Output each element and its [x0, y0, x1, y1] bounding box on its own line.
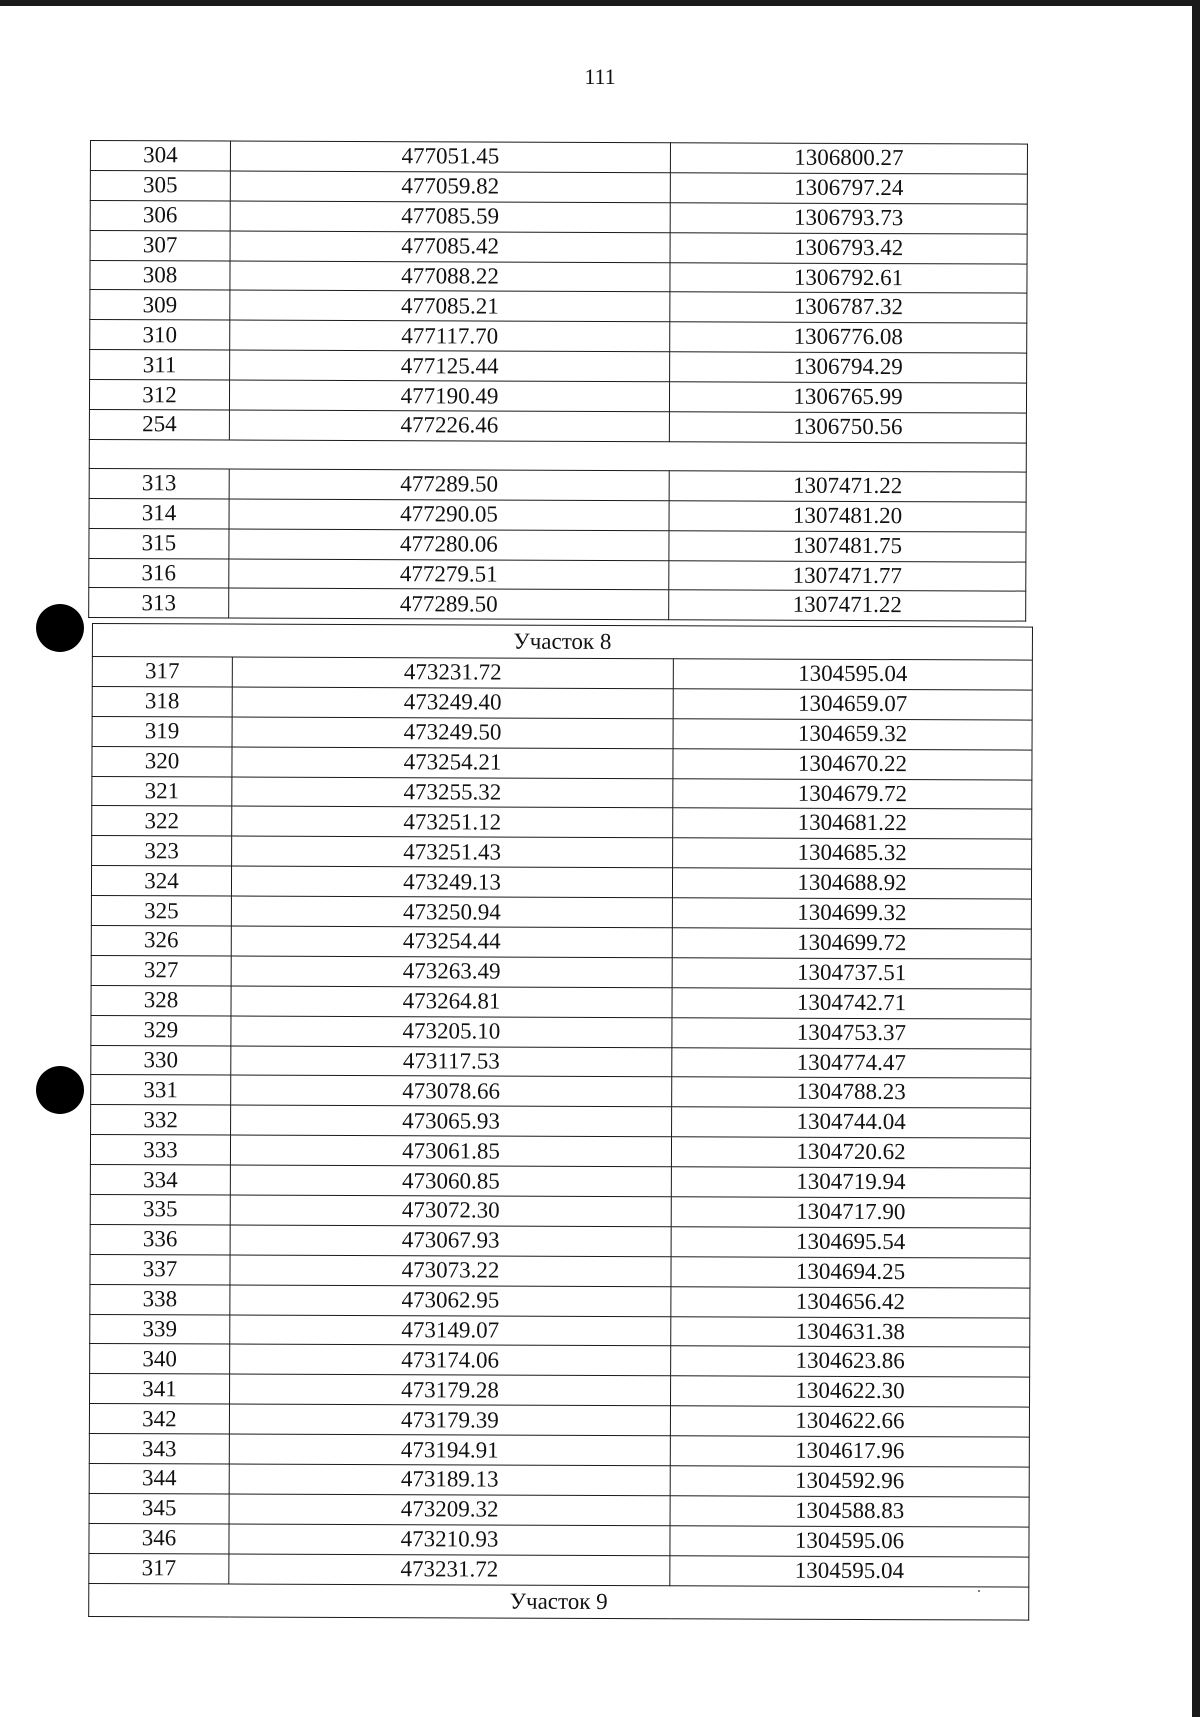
point-number-cell: 326: [91, 926, 231, 956]
y-coordinate-cell: 1304622.30: [670, 1376, 1029, 1407]
x-coordinate-cell: 477226.46: [229, 410, 669, 442]
table-row: [90, 1344, 1030, 1377]
table-row: [90, 1284, 1030, 1317]
x-coordinate-cell: 473254.44: [231, 926, 672, 958]
y-coordinate-cell: 1304670.22: [673, 748, 1032, 779]
y-coordinate-cell: 1304679.72: [673, 778, 1032, 809]
point-number-cell: 309: [90, 290, 230, 320]
y-coordinate-cell: 1304659.32: [673, 719, 1032, 750]
y-coordinate-cell: 1306750.56: [669, 412, 1026, 443]
table-row: [92, 746, 1032, 779]
table-row: [89, 498, 1026, 531]
y-coordinate-cell: 1304631.38: [671, 1316, 1030, 1347]
table-row: [89, 410, 1026, 443]
point-number-cell: 338: [90, 1284, 230, 1314]
point-number-cell: 315: [89, 528, 229, 558]
table-row: [91, 1045, 1031, 1078]
x-coordinate-cell: 473179.39: [229, 1404, 670, 1436]
y-coordinate-cell: 1304695.54: [671, 1227, 1030, 1258]
x-coordinate-cell: 473179.28: [230, 1374, 671, 1406]
point-number-cell: 325: [91, 896, 231, 926]
point-number-cell: 317: [89, 1553, 229, 1583]
point-number-cell: 336: [90, 1224, 230, 1254]
table-row: [90, 170, 1027, 203]
y-coordinate-cell: 1304742.71: [672, 988, 1031, 1019]
point-number-cell: 334: [90, 1165, 230, 1195]
point-number-cell: 341: [90, 1374, 230, 1404]
scan-border-top: [0, 0, 1200, 6]
table-row: [90, 1165, 1030, 1198]
x-coordinate-cell: 477085.42: [230, 231, 670, 263]
x-coordinate-cell: 473061.85: [230, 1135, 671, 1167]
point-number-cell: 327: [91, 955, 231, 985]
table-row: [90, 320, 1027, 353]
y-coordinate-cell: 1304744.04: [672, 1107, 1031, 1138]
y-coordinate-cell: 1304617.96: [670, 1436, 1029, 1467]
x-coordinate-cell: 473210.93: [229, 1524, 670, 1556]
table-row: [89, 1493, 1029, 1526]
table-row: [89, 588, 1026, 621]
point-number-cell: 331: [91, 1075, 231, 1105]
y-coordinate-cell: 1304699.72: [672, 928, 1031, 959]
point-number-cell: 310: [90, 320, 230, 350]
table-row: [90, 290, 1027, 323]
table-row: [90, 230, 1027, 263]
y-coordinate-cell: 1307471.22: [669, 590, 1026, 621]
parcel-heading-row: [89, 1583, 1029, 1620]
point-number-cell: 312: [89, 380, 229, 410]
y-coordinate-cell: 1306794.29: [670, 352, 1027, 383]
point-number-cell: 343: [89, 1434, 229, 1464]
table-row: [91, 1015, 1031, 1048]
x-coordinate-cell: 473194.91: [229, 1434, 670, 1466]
y-coordinate-cell: 1307471.77: [669, 560, 1026, 591]
punch-hole-icon: [36, 1066, 84, 1114]
table-row: [89, 1434, 1029, 1467]
table-row: [92, 657, 1032, 690]
y-coordinate-cell: 1304788.23: [672, 1077, 1031, 1108]
x-coordinate-cell: 473189.13: [229, 1464, 670, 1496]
table-row: [90, 141, 1027, 174]
x-coordinate-cell: 473072.30: [230, 1195, 671, 1227]
x-coordinate-cell: 477088.22: [230, 261, 670, 293]
table-row: [90, 350, 1027, 383]
x-coordinate-cell: 473065.93: [231, 1105, 672, 1137]
x-coordinate-cell: 473231.72: [232, 657, 673, 689]
scan-border-right: [1192, 0, 1200, 1717]
table-row: [90, 1314, 1030, 1347]
y-coordinate-cell: 1306800.27: [670, 143, 1027, 174]
y-coordinate-cell: 1304774.47: [672, 1047, 1031, 1078]
table-row: [91, 985, 1031, 1018]
x-coordinate-cell: 473209.32: [229, 1494, 670, 1526]
point-number-cell: 333: [90, 1135, 230, 1165]
table-row: [89, 1464, 1029, 1497]
y-coordinate-cell: 1304688.92: [672, 868, 1031, 899]
x-coordinate-cell: 477117.70: [230, 320, 670, 352]
x-coordinate-cell: 473263.49: [231, 956, 672, 988]
table-row: [89, 528, 1026, 561]
x-coordinate-cell: 473249.50: [232, 717, 673, 749]
table-row: [92, 716, 1032, 749]
x-coordinate-cell: 473254.21: [232, 747, 673, 779]
table-row: [90, 200, 1027, 233]
x-coordinate-cell: 473231.72: [229, 1554, 670, 1586]
y-coordinate-cell: 1304595.06: [670, 1526, 1029, 1557]
x-coordinate-cell: 473149.07: [230, 1315, 671, 1347]
y-coordinate-cell: 1304659.07: [673, 689, 1032, 720]
x-coordinate-cell: 473062.95: [230, 1285, 671, 1317]
punch-hole-icon: [36, 604, 84, 652]
y-coordinate-cell: 1304694.25: [671, 1257, 1030, 1288]
x-coordinate-cell: 477280.06: [229, 529, 669, 561]
point-number-cell: 321: [92, 776, 232, 806]
point-number-cell: 328: [91, 985, 231, 1015]
coordinates-table: [88, 623, 1033, 1620]
coordinates-table: [88, 140, 1028, 622]
point-number-cell: 319: [92, 716, 232, 746]
point-number-cell: 308: [90, 260, 230, 290]
point-number-cell: 316: [89, 558, 229, 588]
point-number-cell: 344: [89, 1464, 229, 1494]
x-coordinate-cell: 473073.22: [230, 1255, 671, 1287]
table-row: [92, 686, 1032, 719]
point-number-cell: 339: [90, 1314, 230, 1344]
table-row: [91, 866, 1031, 899]
point-number-cell: 342: [89, 1404, 229, 1434]
y-coordinate-cell: 1304717.90: [671, 1197, 1030, 1228]
point-number-cell: 340: [90, 1344, 230, 1374]
point-number-cell: 332: [91, 1105, 231, 1135]
table-row: [91, 926, 1031, 959]
y-coordinate-cell: 1304622.66: [670, 1406, 1029, 1437]
point-number-cell: 305: [90, 170, 230, 200]
table-row: [90, 1224, 1030, 1257]
point-number-cell: 323: [92, 836, 232, 866]
table-row: [92, 836, 1032, 869]
y-coordinate-cell: 1304720.62: [671, 1137, 1030, 1168]
table-row: [91, 1075, 1031, 1108]
table-row: [91, 896, 1031, 929]
x-coordinate-cell: 477085.59: [230, 201, 670, 233]
y-coordinate-cell: 1306793.73: [670, 203, 1027, 234]
y-coordinate-cell: 1304656.42: [671, 1286, 1030, 1317]
x-coordinate-cell: 473251.43: [232, 836, 673, 868]
table-row: [89, 1553, 1029, 1586]
x-coordinate-cell: 477289.50: [229, 589, 669, 621]
table-row: [89, 1404, 1029, 1437]
parcel-heading-row-cell: Участок 8: [92, 624, 1032, 661]
y-coordinate-cell: 1306797.24: [670, 173, 1027, 204]
y-coordinate-cell: 1306776.08: [670, 322, 1027, 353]
table-row: [90, 1195, 1030, 1228]
point-number-cell: 317: [92, 657, 232, 687]
y-coordinate-cell: 1307471.22: [669, 471, 1026, 502]
y-coordinate-cell: 1307481.20: [669, 501, 1026, 532]
y-coordinate-cell: 1304685.32: [673, 838, 1032, 869]
x-coordinate-cell: 477289.50: [229, 469, 669, 501]
coordinates-table-lower: [88, 623, 1033, 1620]
point-number-cell: 346: [89, 1523, 229, 1553]
table-row: [89, 558, 1026, 591]
point-number-cell: 335: [90, 1195, 230, 1225]
x-coordinate-cell: 477290.05: [229, 499, 669, 531]
table-row: [91, 955, 1031, 988]
table-row: [92, 806, 1032, 839]
point-number-cell: 322: [92, 806, 232, 836]
y-coordinate-cell: 1306793.42: [670, 232, 1027, 263]
x-coordinate-cell: 477059.82: [230, 171, 670, 203]
table-row: [91, 1105, 1031, 1138]
separator-row: [89, 439, 1026, 472]
point-number-cell: 324: [91, 866, 231, 896]
point-number-cell: 329: [91, 1015, 231, 1045]
point-number-cell: 330: [91, 1045, 231, 1075]
y-coordinate-cell: 1304681.22: [673, 808, 1032, 839]
y-coordinate-cell: 1307481.75: [669, 530, 1026, 561]
point-number-cell: 254: [89, 410, 229, 440]
x-coordinate-cell: 477085.21: [230, 290, 670, 322]
x-coordinate-cell: 473174.06: [230, 1345, 671, 1377]
y-coordinate-cell: 1304595.04: [673, 659, 1032, 690]
point-number-cell: 345: [89, 1493, 229, 1523]
table-row: [92, 776, 1032, 809]
y-coordinate-cell: 1304588.83: [670, 1496, 1029, 1527]
table-row: [89, 380, 1026, 413]
table-row: [90, 1254, 1030, 1287]
point-number-cell: 304: [90, 141, 230, 171]
x-coordinate-cell: 473251.12: [232, 806, 673, 838]
x-coordinate-cell: 473067.93: [230, 1225, 671, 1257]
x-coordinate-cell: 473205.10: [231, 1016, 672, 1048]
x-coordinate-cell: 477125.44: [230, 350, 670, 382]
x-coordinate-cell: 473117.53: [231, 1046, 672, 1078]
table-row: [90, 1374, 1030, 1407]
x-coordinate-cell: 477051.45: [230, 141, 670, 173]
point-number-cell: 306: [90, 200, 230, 230]
point-number-cell: 313: [89, 588, 229, 618]
point-number-cell: 311: [90, 350, 230, 380]
x-coordinate-cell: 473250.94: [231, 896, 672, 928]
table-row: [90, 1135, 1030, 1168]
table-row: [89, 468, 1026, 501]
point-number-cell: 320: [92, 746, 232, 776]
coordinates-table-upper: [88, 140, 1028, 622]
point-number-cell: 313: [89, 468, 229, 498]
x-coordinate-cell: 473264.81: [231, 986, 672, 1018]
x-coordinate-cell: 473078.66: [231, 1076, 672, 1108]
y-coordinate-cell: 1304595.04: [670, 1555, 1029, 1586]
point-number-cell: 314: [89, 498, 229, 528]
y-coordinate-cell: 1304753.37: [672, 1017, 1031, 1048]
point-number-cell: 337: [90, 1254, 230, 1284]
x-coordinate-cell: 473249.40: [232, 687, 673, 719]
x-coordinate-cell: 473249.13: [231, 866, 672, 898]
y-coordinate-cell: 1304719.94: [671, 1167, 1030, 1198]
y-coordinate-cell: 1304592.96: [670, 1466, 1029, 1497]
y-coordinate-cell: 1306792.61: [670, 262, 1027, 293]
y-coordinate-cell: 1306765.99: [669, 382, 1026, 413]
parcel-heading-row-cell: Участок 9: [89, 1583, 1029, 1620]
parcel-heading-row: [92, 624, 1032, 661]
x-coordinate-cell: 473255.32: [232, 777, 673, 809]
x-coordinate-cell: 477190.49: [229, 380, 669, 412]
table-row: [90, 260, 1027, 293]
y-coordinate-cell: 1306787.32: [670, 292, 1027, 323]
table-row: [89, 1523, 1029, 1556]
y-coordinate-cell: 1304737.51: [672, 958, 1031, 989]
x-coordinate-cell: 477279.51: [229, 559, 669, 591]
point-number-cell: 307: [90, 230, 230, 260]
separator-row-cell: [89, 439, 1026, 472]
x-coordinate-cell: 473060.85: [230, 1165, 671, 1197]
page-number: 111: [584, 64, 616, 89]
y-coordinate-cell: 1304623.86: [671, 1346, 1030, 1377]
point-number-cell: 318: [92, 686, 232, 716]
y-coordinate-cell: 1304699.32: [672, 898, 1031, 929]
